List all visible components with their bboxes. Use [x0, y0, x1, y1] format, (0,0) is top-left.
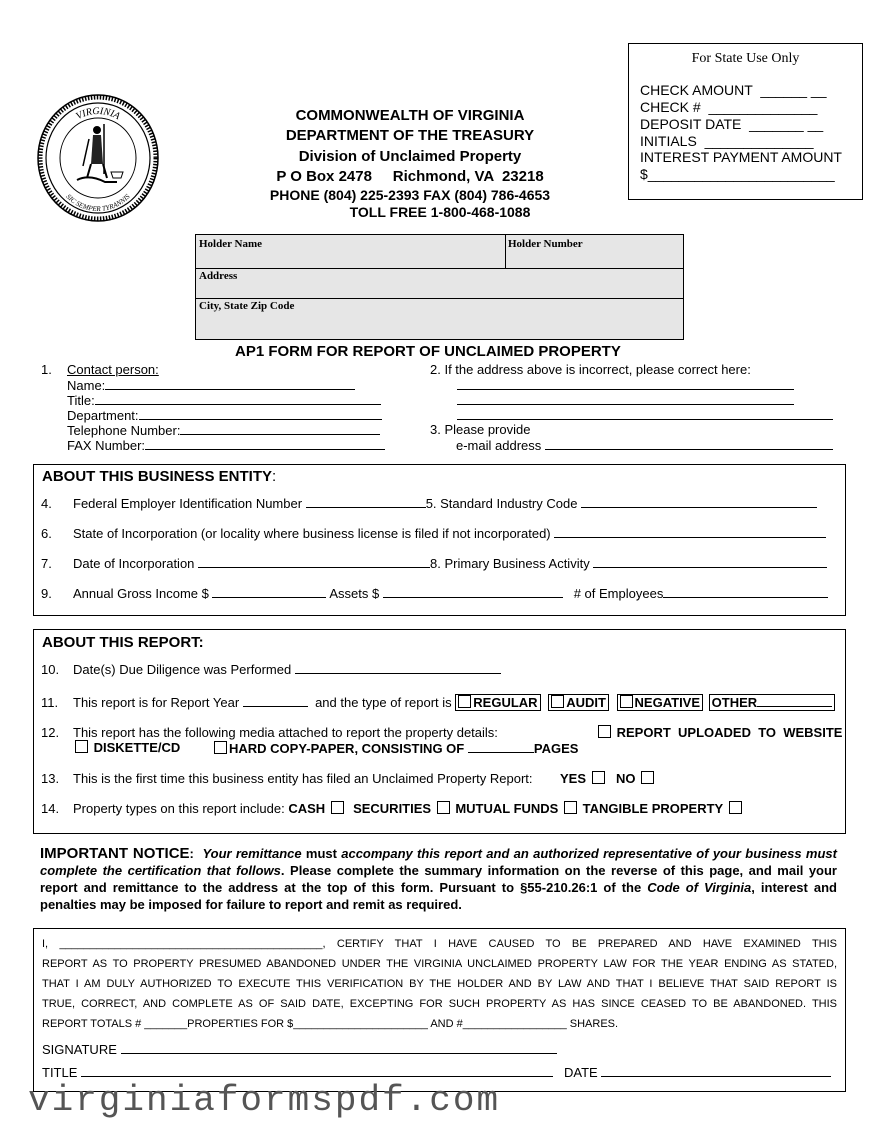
header-toll-free: TOLL FREE 1-800-468-1088: [349, 204, 531, 220]
gross-income-row[interactable]: 9. Annual Gross Income $ Assets $ # of Employees: [41, 585, 828, 601]
report-year-row: 11. This report is for Report Year and the type of report is REGULAR AUDIT NEGATIVE OTHER: [41, 694, 835, 710]
business-entity-title: ABOUT THIS BUSINESS ENTITY:: [42, 468, 277, 485]
interest-payment-label: INTEREST PAYMENT AMOUNT: [640, 149, 842, 165]
first-time-row: 13. This is the first time this business entity has filed an Unclaimed Property Report:: [41, 771, 533, 786]
securities-checkbox[interactable]: SECURITIES: [353, 801, 452, 816]
title-field[interactable]: TITLE: [42, 1064, 553, 1080]
holder-address-field[interactable]: Address: [199, 270, 238, 282]
date-incorporation-row[interactable]: 7. Date of Incorporation 8. Primary Business Activity: [41, 555, 827, 571]
holder-number-field[interactable]: Holder Number: [508, 238, 583, 250]
report-year-field[interactable]: [243, 694, 308, 707]
check-number-field[interactable]: CHECK # ______________: [640, 99, 818, 115]
uploaded-website-checkbox[interactable]: REPORT UPLOADED TO WEBSITE: [596, 725, 842, 740]
email-field[interactable]: e-mail address: [456, 437, 833, 453]
negative-checkbox[interactable]: NEGATIVE: [617, 694, 704, 711]
contact-name-field[interactable]: Name:: [67, 377, 355, 393]
state-use-title: For State Use Only: [691, 51, 800, 66]
signature-field[interactable]: SIGNATURE: [42, 1041, 557, 1057]
media-row: 12. This report has the following media attached to report the property details:: [41, 725, 498, 740]
email-label-1: 3. Please provide: [430, 422, 531, 437]
form-title: AP1 FORM FOR REPORT OF UNCLAIMED PROPERTY: [235, 343, 621, 360]
certification-box: [33, 928, 846, 1092]
header-line-3: Division of Unclaimed Property: [298, 148, 522, 165]
property-types-row: 14. Property types on this report include: CASH SECURITIES MUTUAL FUNDS TANGIBLE PROPERTY: [41, 801, 744, 816]
important-notice: IMPORTANT NOTICE: Your remittance must accompany this report and an authorized representative of your business must complete the certification that follows. Please complete the summary information on the reverse of this page, and mail your report and remittance to the address at the top of this form. Pursuant to §55-210.26:1 of the Code of Virginia, interest and penalties may be imposed for failure to report and remit as required.: [40, 845, 837, 912]
contact-person-label: Contact person:: [67, 362, 159, 377]
address-correction-label: 2. If the address above is incorrect, please correct here:: [430, 362, 751, 377]
cert-line-2: REPORT AS TO PROPERTY PRESUMED ABANDONED UNDER THE VIRGINIA UNCLAIMED PROPERTY LAW FOR THE YEAR ENDING AS STATED,: [42, 958, 837, 970]
no-checkbox[interactable]: NO: [616, 771, 656, 786]
yes-checkbox[interactable]: YES: [560, 771, 607, 786]
contact-department-field[interactable]: Department:: [67, 407, 382, 423]
hard-copy-checkbox[interactable]: HARD COPY-PAPER, CONSISTING OF PAGES: [212, 740, 578, 756]
cert-line-3: THAT I AM DULY AUTHORIZED TO EXECUTE THIS VERIFICATION BY THE HOLDER AND BY LAW AND THAT I BELIEVE THAT SAID REPORT IS: [42, 978, 837, 990]
item-number-1: 1.: [41, 362, 52, 377]
state-incorporation-row[interactable]: 6. State of Incorporation (or locality where business license is filed if not incorporated): [41, 525, 826, 541]
cert-line-1[interactable]: I, ___________________________________________, CERTIFY THAT I HAVE CAUSED TO BE PREPARED AND HAVE EXAMINED THIS: [42, 938, 837, 950]
header-address: P O Box 2478 Richmond, VA 23218: [276, 168, 544, 185]
mutual-funds-checkbox[interactable]: MUTUAL FUNDS: [455, 801, 579, 816]
due-diligence-row[interactable]: 10. Date(s) Due Diligence was Performed: [41, 661, 501, 677]
cert-totals-line[interactable]: REPORT TOTALS # _______PROPERTIES FOR $______________________ AND #_________________ SHARES.: [42, 1018, 619, 1030]
seal-top-text: VIRGINIA: [74, 105, 122, 123]
cert-line-4: TRUE, CORRECT, AND COMPLETE AS OF SAID DATE, EXCEPTING FOR SUCH PROPERTY AS HAS SINCE CEASED TO BE ABANDONED. THIS: [42, 998, 837, 1010]
contact-telephone-field[interactable]: Telephone Number:: [67, 422, 380, 438]
regular-checkbox[interactable]: REGULAR: [455, 694, 540, 711]
holder-city-field[interactable]: City, State Zip Code: [199, 300, 295, 312]
header-phone: PHONE (804) 225-2393 FAX (804) 786-4653: [269, 187, 551, 203]
address-correction-line-3[interactable]: [457, 419, 833, 420]
svg-text:SIC SEMPER TYRANNIS: [64, 192, 131, 213]
tangible-property-checkbox[interactable]: TANGIBLE PROPERTY: [583, 801, 744, 816]
report-section-title: ABOUT THIS REPORT:: [42, 634, 204, 651]
deposit-date-field[interactable]: DEPOSIT DATE _______ __: [640, 116, 824, 132]
initials-field[interactable]: INITIALS ______________: [640, 133, 814, 149]
check-amount-field[interactable]: CHECK AMOUNT ______ __: [640, 82, 827, 98]
diskette-checkbox[interactable]: DISKETTE/CD: [73, 740, 180, 755]
holder-info-box: [195, 234, 684, 340]
fein-row[interactable]: 4. Federal Employer Identification Number 5. Standard Industry Code: [41, 495, 817, 511]
header-line-2: DEPARTMENT OF THE TREASURY: [285, 127, 535, 144]
contact-title-field[interactable]: Title:: [67, 392, 381, 408]
other-field[interactable]: OTHER: [709, 694, 836, 711]
svg-text:VIRGINIA: [74, 106, 122, 123]
contact-fax-field[interactable]: FAX Number:: [67, 437, 385, 453]
seal-bottom-text: SIC SEMPER TYRANNIS: [64, 192, 132, 214]
interest-payment-field[interactable]: $________________________: [640, 166, 835, 182]
audit-checkbox[interactable]: AUDIT: [548, 694, 609, 711]
virginia-seal: [37, 94, 159, 222]
address-correction-line-1[interactable]: [457, 389, 794, 390]
date-field[interactable]: DATE: [564, 1064, 831, 1080]
header-line-1: COMMONWEALTH OF VIRGINIA: [295, 107, 525, 124]
state-use-box: [628, 43, 863, 200]
cash-checkbox[interactable]: CASH: [288, 801, 345, 816]
address-correction-line-2[interactable]: [457, 404, 794, 405]
watermark: virginiaformspdf.com: [28, 1080, 501, 1121]
holder-name-field[interactable]: Holder Name: [199, 238, 263, 250]
